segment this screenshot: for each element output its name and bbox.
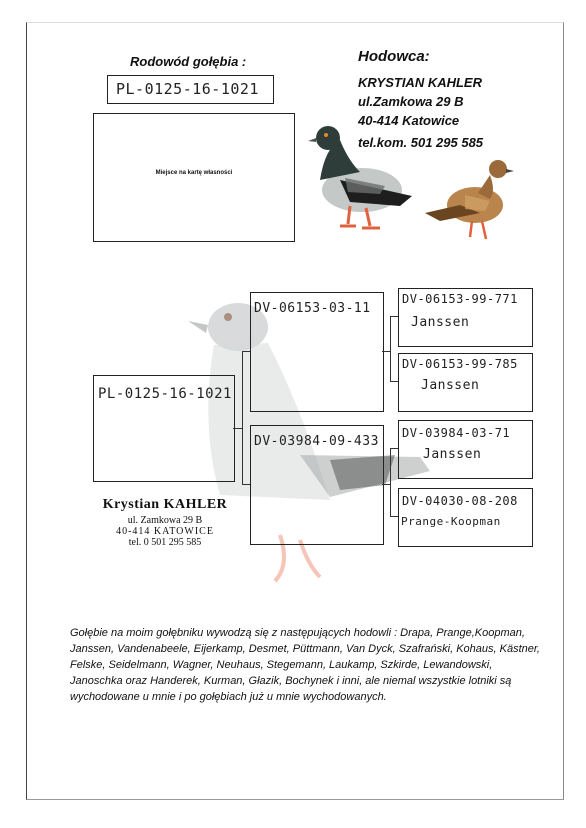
sire-dam-ring: DV-06153-99-785 (402, 357, 518, 371)
dam-sire-ring: DV-03984-03-71 (402, 426, 511, 440)
subject-box (93, 375, 235, 482)
dam-box (250, 425, 384, 545)
sire-ring: DV-06153-03-11 (254, 301, 371, 316)
connector-to-sire-dam (390, 381, 398, 382)
breeder-city: 40-414 Katowice (358, 113, 460, 128)
ring-number-box (107, 75, 274, 104)
sire-box (250, 292, 384, 412)
breeder-phone: tel.kom. 501 295 585 (358, 135, 484, 150)
dam-sire-note: Janssen (423, 447, 482, 462)
pigeon-grey-illustration (300, 120, 422, 232)
sire-sire-box (398, 288, 533, 347)
connector-to-dam-sire (390, 448, 398, 449)
breeder-name: KRYSTIAN KAHLER (358, 75, 482, 90)
connector-sire (382, 351, 390, 352)
breeder-street: ul.Zamkowa 29 B (358, 94, 464, 109)
stamp-name: Krystian KAHLER (102, 497, 228, 512)
connector-dam-vertical (390, 448, 391, 516)
breeder-heading: Hodowca: (358, 48, 430, 65)
connector-to-sire (242, 351, 250, 352)
connector-subject-vertical (242, 351, 243, 485)
breeder-stamp (80, 497, 250, 548)
connector-sire-vertical (390, 316, 391, 382)
pedigree-label: Rodowód gołębia : (130, 54, 247, 69)
dam-ring: DV-03984-09-433 (254, 434, 379, 449)
connector-subject (233, 428, 242, 429)
stamp-city: 40-414 KATOWICE (116, 526, 214, 537)
connector-to-dam (242, 484, 250, 485)
stamp-phone: tel. 0 501 295 585 (128, 537, 202, 548)
sire-dam-note: Janssen (421, 378, 480, 393)
subject-ring: PL-0125-16-1021 (98, 386, 232, 402)
ring-number: PL-0125-16-1021 (116, 80, 259, 98)
dam-dam-box (398, 488, 533, 547)
dam-dam-ring: DV-04030-08-208 (402, 494, 518, 508)
ownership-card-box (93, 113, 295, 242)
dam-dam-note: Prange-Koopman (401, 515, 501, 528)
breeding-origins-text: Gołębie na moim gołębniku wywodzą się z następujących hodowli : Drapa, Prange,Koopman, Janssen, Vandenabeele, Eijerkamp, Desmet, Püttmann, Van Dyck, Szafrański, Kohaus, Kästner, Felske, Seidelmann, Wagner, Neuhaus, Stegemann, Laukamp, Szkirde, Lewandowski, Janoschka oraz Handerek, Kurman, Głazik, Bochynek i inni, ale niemal wszystkie lotniki są wychodowane u mnie i po gołębiach już u mnie wychodowanych. (70, 627, 540, 703)
connector-to-dam-dam (390, 516, 398, 517)
sire-sire-note: Janssen (411, 315, 470, 330)
pigeon-brown-illustration (420, 155, 520, 245)
card-placeholder: Miejsce na kartę własności (155, 170, 233, 176)
stamp-street: ul. Zamkowa 29 B (127, 515, 203, 526)
sire-dam-box (398, 353, 533, 412)
connector-to-sire-sire (390, 316, 398, 317)
dam-sire-box (398, 420, 533, 479)
sire-sire-ring: DV-06153-99-771 (402, 292, 518, 306)
connector-dam (382, 484, 390, 485)
